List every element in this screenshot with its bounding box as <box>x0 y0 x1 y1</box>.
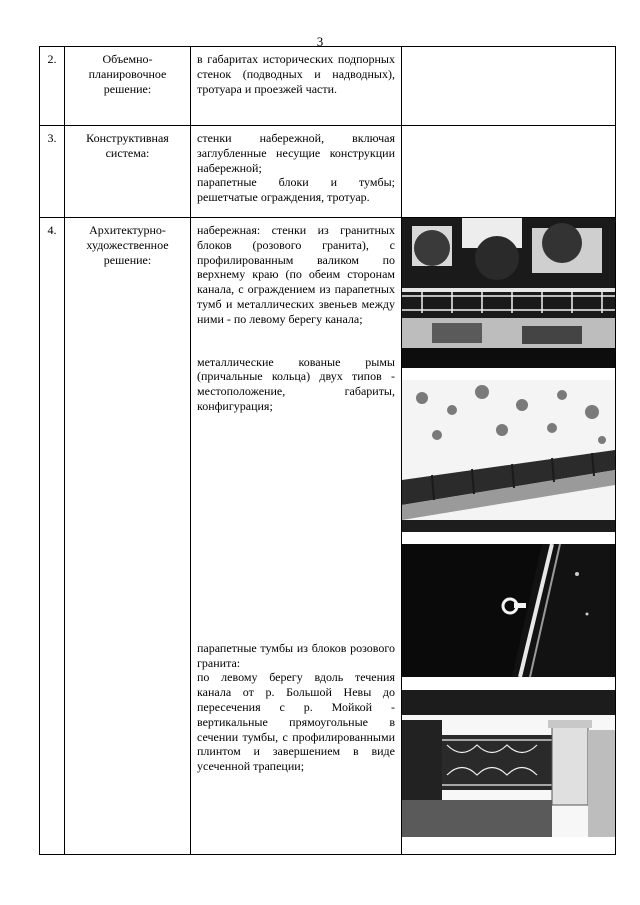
description-text: в габаритах исторических подпорных стенок (подводных и надводных), тротуара и проезжей части. <box>197 52 395 96</box>
description-text: парапетные блоки и тумбы; решетчатые ограждения, тротуар. <box>197 175 395 205</box>
mooring-ring-photo <box>402 544 615 677</box>
description-text: набережная: стенки из гранитных блоков (розового гранита), с профилированным валиком по верхнему краю (по обеим сторонам канала, с ограждением из парапетных тумб и металлических звеньев между ними - по левому берегу канала; <box>197 223 395 326</box>
row-number: 3. <box>40 126 65 218</box>
row-title: Архитектурно-художественное решение: <box>65 218 191 855</box>
row-number: 2. <box>40 47 65 126</box>
description-text: парапетные тумбы из блоков розового гранита: <box>197 640 395 670</box>
description-text: металлические кованые рымы (причальные кольца) двух типов - местоположение, габариты, конфигурация; <box>197 354 395 413</box>
description-text: по левому берегу вдоль течения канала от р. Большой Невы до пересечения с р. Мойкой - вертикальные прямоугольные в сечении тумбы, с профилированными плинтом и завершением в виде усеченной трапеции; <box>197 670 395 774</box>
table-row <box>40 47 616 126</box>
table-row <box>40 218 616 855</box>
page-number: 3 <box>316 34 324 49</box>
embankment-photo <box>402 218 615 368</box>
image-cell <box>402 126 616 218</box>
row-title: Конструктивная система: <box>65 126 191 218</box>
description-text: стенки набережной, включая заглубленные несущие конструкции набережной; <box>197 131 395 175</box>
row-number: 4. <box>40 218 65 855</box>
row-description <box>191 47 402 126</box>
image-cell <box>402 218 616 855</box>
parapet-photo <box>402 380 615 532</box>
row-title: Объемно-планировочное решение: <box>65 47 191 126</box>
row-description <box>191 218 402 855</box>
bollard-railing-photo <box>402 690 615 837</box>
row-description <box>191 126 402 218</box>
heritage-table <box>39 46 616 855</box>
table-row <box>40 126 616 218</box>
image-cell <box>402 47 616 126</box>
